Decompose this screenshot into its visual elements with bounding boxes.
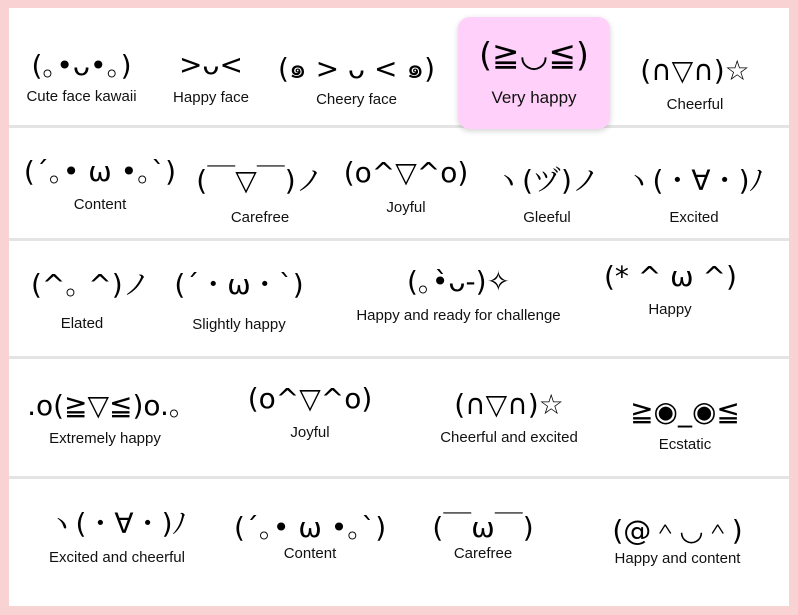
emoticon-label: Cheery face	[316, 91, 397, 108]
emoticon-face: ヽ(・∀・)ﾉ	[624, 164, 764, 197]
emoticon-card-cheerful[interactable]	[623, 8, 767, 125]
emoticon-card-cute-face-kawaii[interactable]	[14, 8, 149, 125]
emoticon-face: (* ^ ω ^)	[604, 260, 737, 293]
emoticon-label: Carefree	[230, 209, 290, 226]
emoticon-face: ≧◉_◉≦	[630, 395, 740, 428]
emoticon-label: Cute face kawaii	[26, 88, 137, 105]
emoticon-card-happy-and-content[interactable]	[599, 479, 756, 606]
emoticon-card-ecstatic[interactable]	[615, 359, 755, 476]
emoticon-face: ヽ(・∀・)ﾉ	[47, 507, 187, 540]
emoticon-label: Slightly happy	[192, 316, 286, 333]
emoticon-card-slightly-happy[interactable]	[169, 241, 309, 356]
emoticon-card-gleeful[interactable]	[486, 128, 608, 238]
emoticon-row-1	[9, 8, 789, 128]
emoticon-card-excited-and-cheerful[interactable]	[39, 479, 195, 606]
emoticon-face: (∩▽∩)☆	[640, 54, 750, 87]
emoticon-face: (≧◡≦)	[479, 35, 589, 74]
emoticon-card-elated[interactable]	[31, 241, 151, 356]
emoticon-label: Joyful	[290, 424, 330, 441]
emoticon-label: Happy and content	[614, 550, 741, 567]
emoticon-row-4	[9, 359, 789, 479]
emoticon-label: Happy	[648, 301, 692, 318]
emoticon-card-happy[interactable]	[604, 241, 736, 356]
emoticon-label: Ecstatic	[658, 436, 712, 453]
emoticon-card-cheery-face[interactable]	[273, 8, 440, 125]
emoticon-face: (∩▽∩)☆	[454, 388, 564, 421]
emoticon-face: (￣ω￣)	[432, 511, 534, 544]
emoticon-label: Gleeful	[523, 209, 571, 226]
emoticon-label: Content	[283, 545, 337, 562]
emoticon-face: .o(≧▽≦)o.｡	[27, 389, 183, 422]
emoticon-face: (´・ω・`)	[174, 268, 304, 301]
emoticon-label: Extremely happy	[49, 430, 161, 447]
emoticon-face: (o^▽^o)	[247, 382, 373, 415]
emoticon-card-carefree[interactable]	[182, 128, 338, 238]
emoticon-card-extremely-happy[interactable]	[21, 359, 189, 476]
emoticon-label: Cheerful	[666, 96, 724, 113]
emoticon-face: (｡•̀ᴗ-)✧	[406, 265, 511, 298]
emoticon-row-2	[9, 128, 789, 241]
emoticon-face: (^｡ ^)ノ	[31, 268, 151, 301]
emoticon-row-3	[9, 241, 789, 359]
emoticon-face: (´｡• ω •｡`)	[234, 511, 387, 544]
emoticon-card-joyful[interactable]	[342, 128, 470, 238]
emoticon-label: Content	[73, 196, 127, 213]
emoticon-label: Happy and ready for challenge	[356, 307, 561, 324]
emoticon-label: Very happy	[491, 88, 577, 107]
emoticon-face: (´｡• ω •｡`)	[23, 155, 177, 188]
emoticon-label: Joyful	[386, 199, 426, 216]
emoticon-card-excited[interactable]	[613, 128, 775, 238]
emoticon-label: Cheerful and excited	[440, 429, 578, 446]
emoticon-face: (￣▽￣)ノ	[196, 164, 324, 197]
emoticon-face: >ᴗ<	[178, 48, 244, 81]
emoticon-card-joyful-2[interactable]	[246, 359, 374, 476]
emoticon-card-content[interactable]	[22, 128, 178, 238]
emoticon-face: (@＾◡＾)	[612, 514, 743, 547]
emoticon-label: Happy face	[173, 89, 249, 106]
emoticon-label: Elated	[60, 315, 104, 332]
emoticon-label: Excited	[669, 209, 719, 226]
emoticon-card-happy-and-ready-for-challenge[interactable]	[352, 241, 565, 356]
emoticon-face: (o^▽^o)	[343, 156, 469, 189]
emoticon-board	[9, 8, 789, 606]
emoticon-card-content-2[interactable]	[234, 479, 386, 606]
emoticon-card-happy-face[interactable]	[154, 8, 268, 125]
emoticon-face: (｡•ᴗ•｡)	[31, 49, 132, 82]
emoticon-card-carefree-2[interactable]	[413, 479, 553, 606]
emoticon-label: Excited and cheerful	[49, 549, 185, 566]
emoticon-label: Carefree	[453, 545, 513, 562]
emoticon-card-cheerful-and-excited[interactable]	[429, 359, 589, 476]
emoticon-card-very-happy-selected[interactable]	[458, 17, 610, 129]
emoticon-face: ヽ(ヅ)ノ	[494, 164, 600, 197]
emoticon-row-5	[9, 479, 789, 606]
emoticon-face: (๑ > ᴗ < ๑)	[277, 52, 436, 85]
